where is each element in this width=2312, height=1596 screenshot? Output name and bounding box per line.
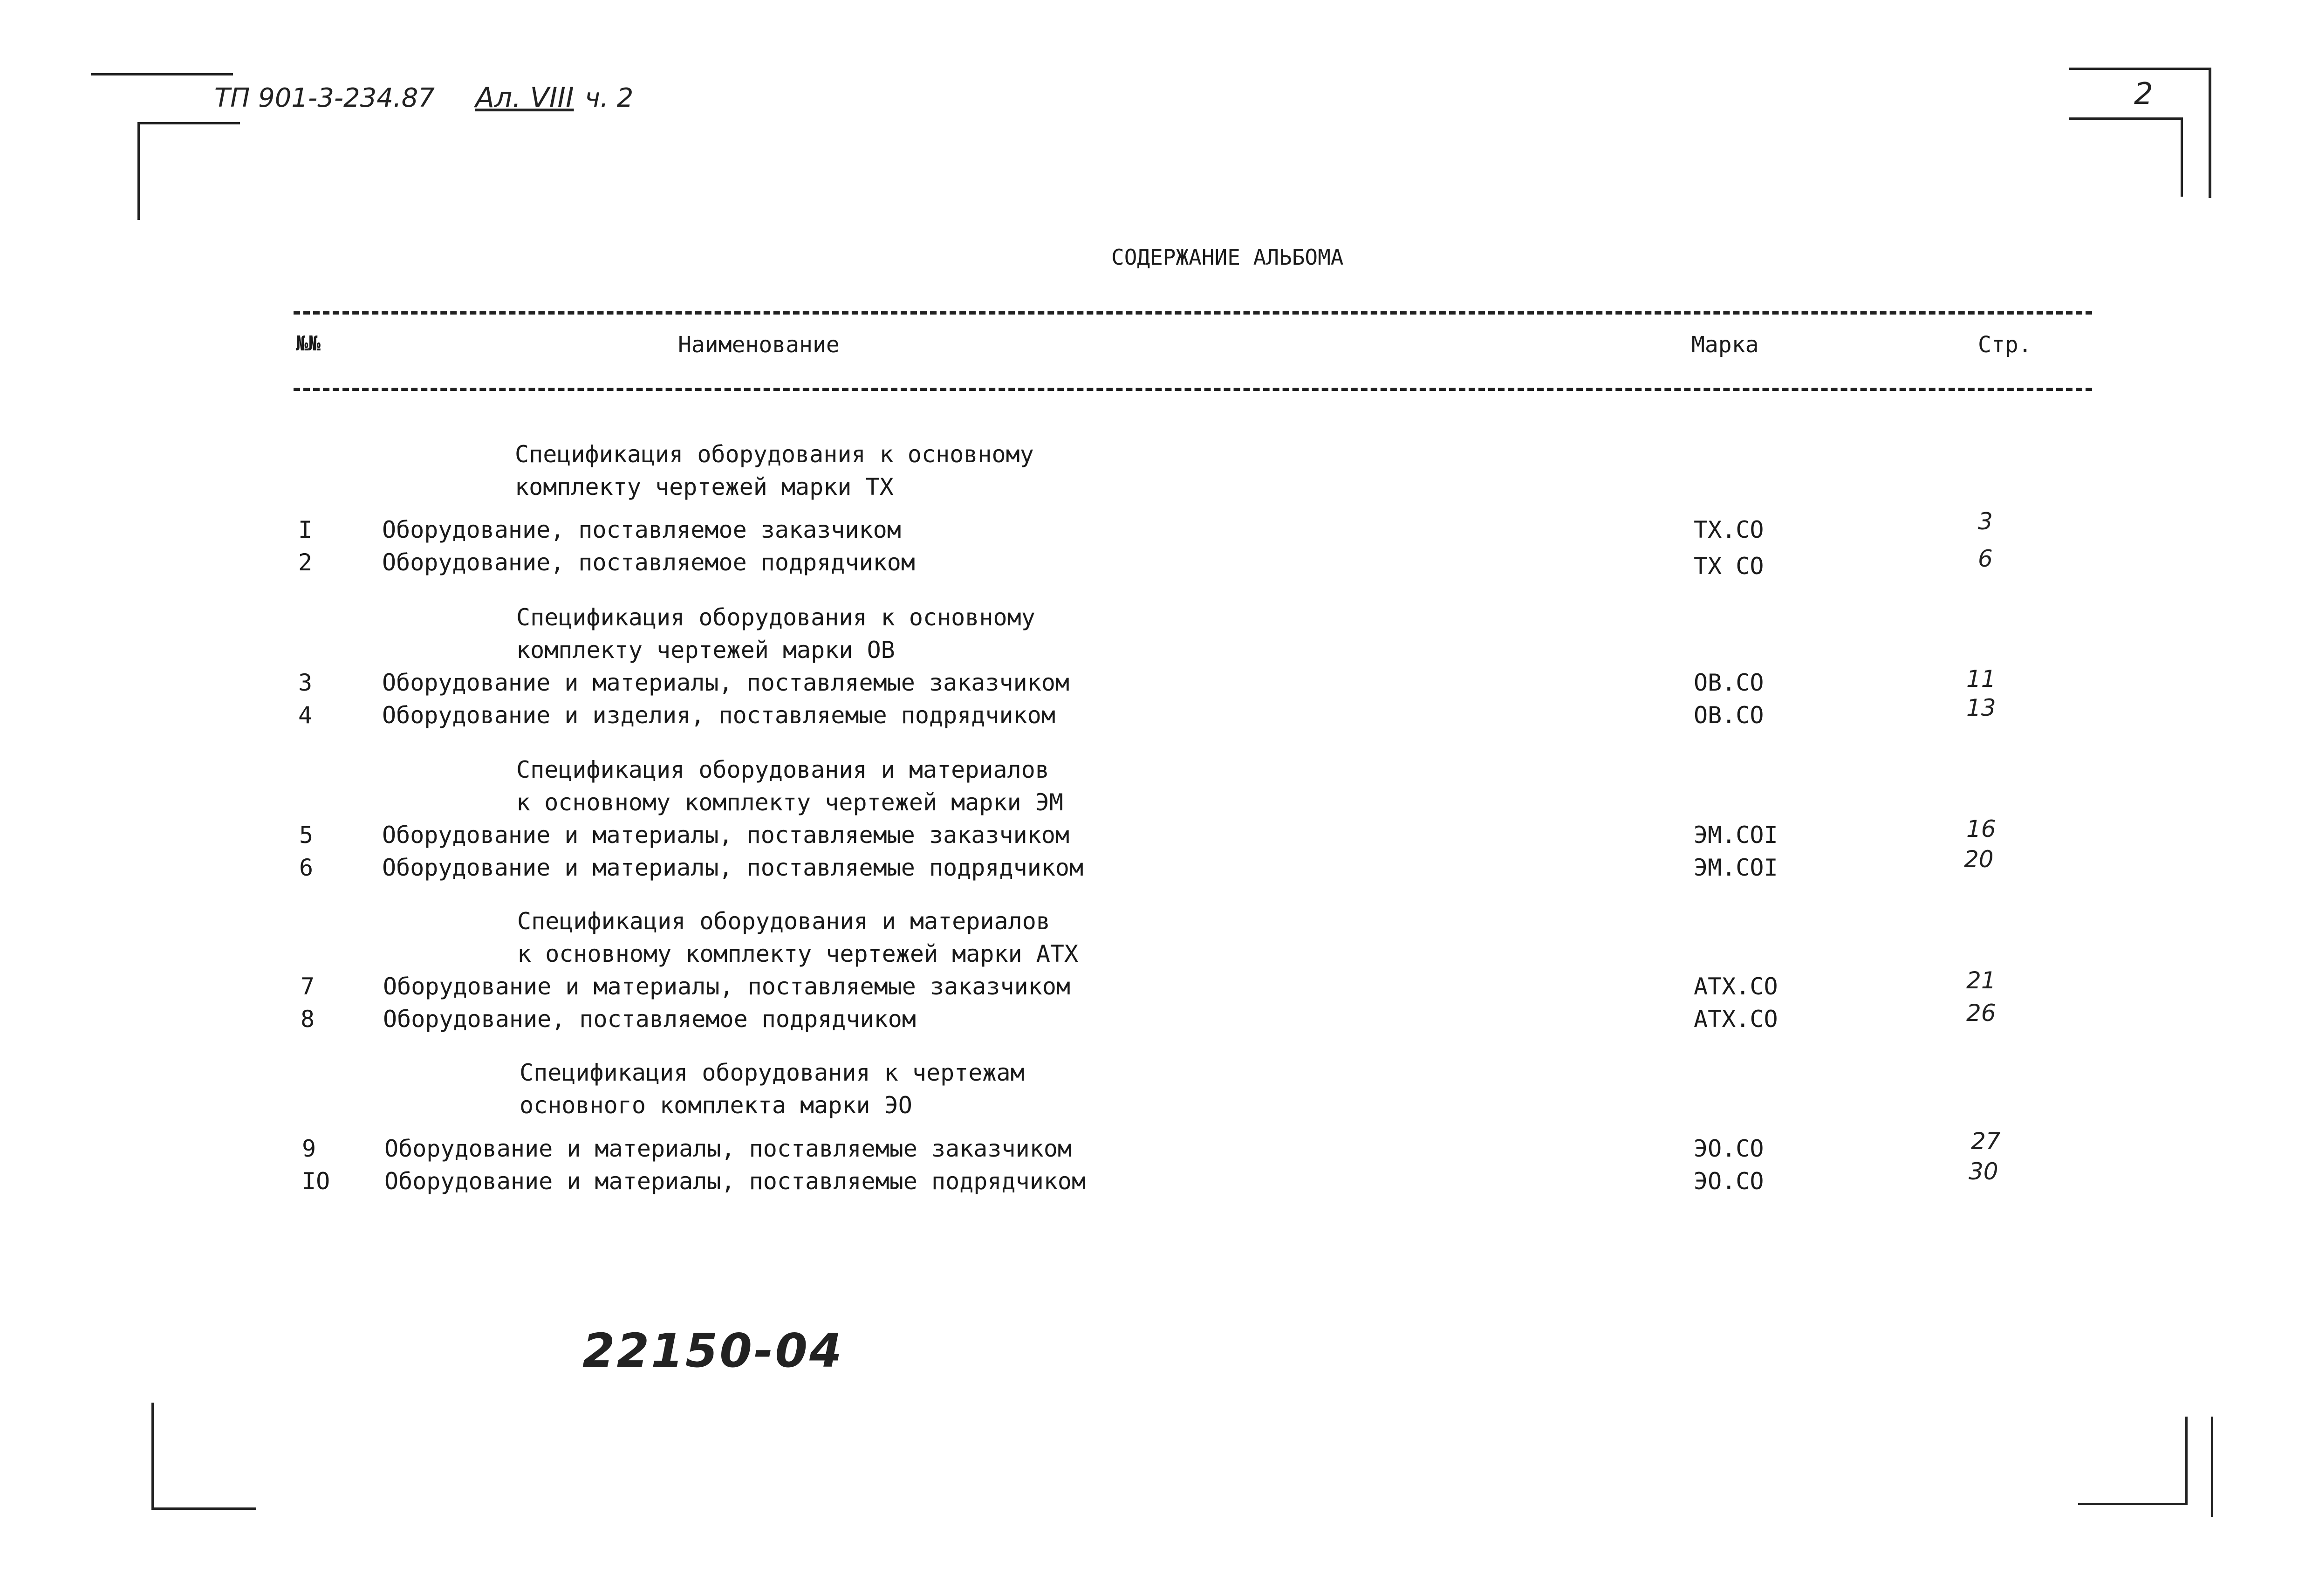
row-mark: ЭО.СО [1694, 1135, 1764, 1162]
row-mark: ЭМ.СОI [1694, 822, 1778, 849]
row-number: 7 [301, 973, 315, 1000]
row-page: 16 [1966, 815, 1996, 843]
frame-left-vertical-top [137, 122, 140, 220]
row-name: Оборудование, поставляемое подрядчиком [383, 1006, 916, 1033]
row-page: 27 [1971, 1128, 2001, 1155]
section-heading: комплекту чертежей марки ТХ [515, 473, 894, 500]
section-heading: комплекту чертежей марки ОВ [516, 637, 895, 664]
frame-right-vertical-outer [2209, 68, 2211, 198]
row-name: Оборудование, поставляемое подрядчиком [382, 549, 915, 576]
row-page: 13 [1966, 694, 1996, 721]
page-title: СОДЕРЖАНИЕ АЛЬБОМА [1111, 245, 1344, 270]
row-mark: АТХ.СО [1694, 1006, 1778, 1033]
frame-left-corner-bottom [151, 1507, 256, 1510]
row-name: Оборудование, поставляемое заказчиком [382, 516, 901, 543]
doc-code: ТП 901-3-234.87 [214, 83, 435, 113]
frame-right-vertical-bottom-outer [2211, 1417, 2213, 1517]
row-page: 21 [1966, 967, 1996, 994]
album-number: Ал. VIII [475, 82, 574, 114]
row-name: Оборудование и материалы, поставляемые подрядчиком [382, 854, 1084, 881]
frame-right-corner-top [2069, 117, 2183, 120]
row-name: Оборудование и материалы, поставляемые заказчиком [383, 973, 1071, 1000]
row-number: 5 [299, 822, 314, 849]
row-page: 26 [1966, 1000, 1996, 1027]
row-mark: ЭМ.СОI [1694, 854, 1778, 881]
row-name: Оборудование и изделия, поставляемые подрядчиком [382, 702, 1055, 729]
section-heading: к основному комплекту чертежей марки ЭМ [516, 789, 1063, 816]
row-number: IO [302, 1168, 330, 1195]
sheet-number: 2 [2134, 77, 2153, 111]
column-page: Стр. [1978, 332, 2032, 358]
row-page: 20 [1964, 846, 1994, 873]
frame-right-corner-bottom [2078, 1503, 2188, 1505]
header-top-rule [294, 311, 2092, 315]
row-mark: АТХ.СО [1694, 973, 1778, 1000]
column-name: Наименование [678, 332, 840, 358]
row-name: Оборудование и материалы, поставляемые заказчиком [384, 1135, 1072, 1162]
section-heading: основного комплекта марки ЭО [520, 1092, 912, 1119]
row-number: 9 [302, 1135, 316, 1162]
section-heading: Спецификация оборудования и материалов [517, 908, 1050, 935]
row-number: 3 [298, 669, 313, 696]
column-mark: Марка [1691, 332, 1759, 358]
frame-right-vertical-bottom-inner [2185, 1417, 2188, 1505]
section-heading: Спецификация оборудования к чертежам [520, 1059, 1025, 1086]
frame-left-corner-top [137, 122, 240, 124]
row-mark: ОВ.СО [1694, 702, 1764, 729]
row-number: 6 [299, 854, 314, 881]
row-number: I [298, 516, 313, 543]
section-heading: Спецификация оборудования к основному [515, 441, 1034, 468]
stamp-number: 22150-04 [582, 1323, 844, 1378]
row-mark: ЭО.СО [1694, 1168, 1764, 1195]
row-number: 8 [301, 1006, 315, 1033]
section-heading: Спецификация оборудования к основному [516, 604, 1035, 631]
row-mark: ТХ.СО [1694, 516, 1764, 543]
frame-top-left-line [91, 73, 233, 75]
row-page: 11 [1966, 665, 1996, 692]
row-mark: ТХ СО [1694, 553, 1764, 580]
row-page: 3 [1978, 508, 1993, 535]
frame-right-vertical-inner [2181, 117, 2183, 197]
row-number: 2 [298, 549, 313, 576]
section-heading: к основному комплекту чертежей марки АТХ [517, 940, 1079, 967]
section-heading: Спецификация оборудования и материалов [516, 756, 1049, 783]
row-page: 6 [1978, 545, 1993, 572]
frame-right-top-line [2069, 68, 2211, 70]
row-name: Оборудование и материалы, поставляемые заказчиком [382, 669, 1070, 696]
part-number: ч. 2 [585, 83, 634, 113]
row-name: Оборудование и материалы, поставляемые заказчиком [382, 822, 1070, 849]
row-name: Оборудование и материалы, поставляемые подрядчиком [384, 1168, 1086, 1195]
row-number: 4 [298, 702, 313, 729]
row-mark: ОВ.СО [1694, 669, 1764, 696]
frame-left-vertical-bottom [151, 1403, 154, 1510]
column-no: №№ [296, 332, 321, 356]
header-bottom-rule [294, 388, 2092, 391]
row-page: 30 [1969, 1158, 1998, 1185]
